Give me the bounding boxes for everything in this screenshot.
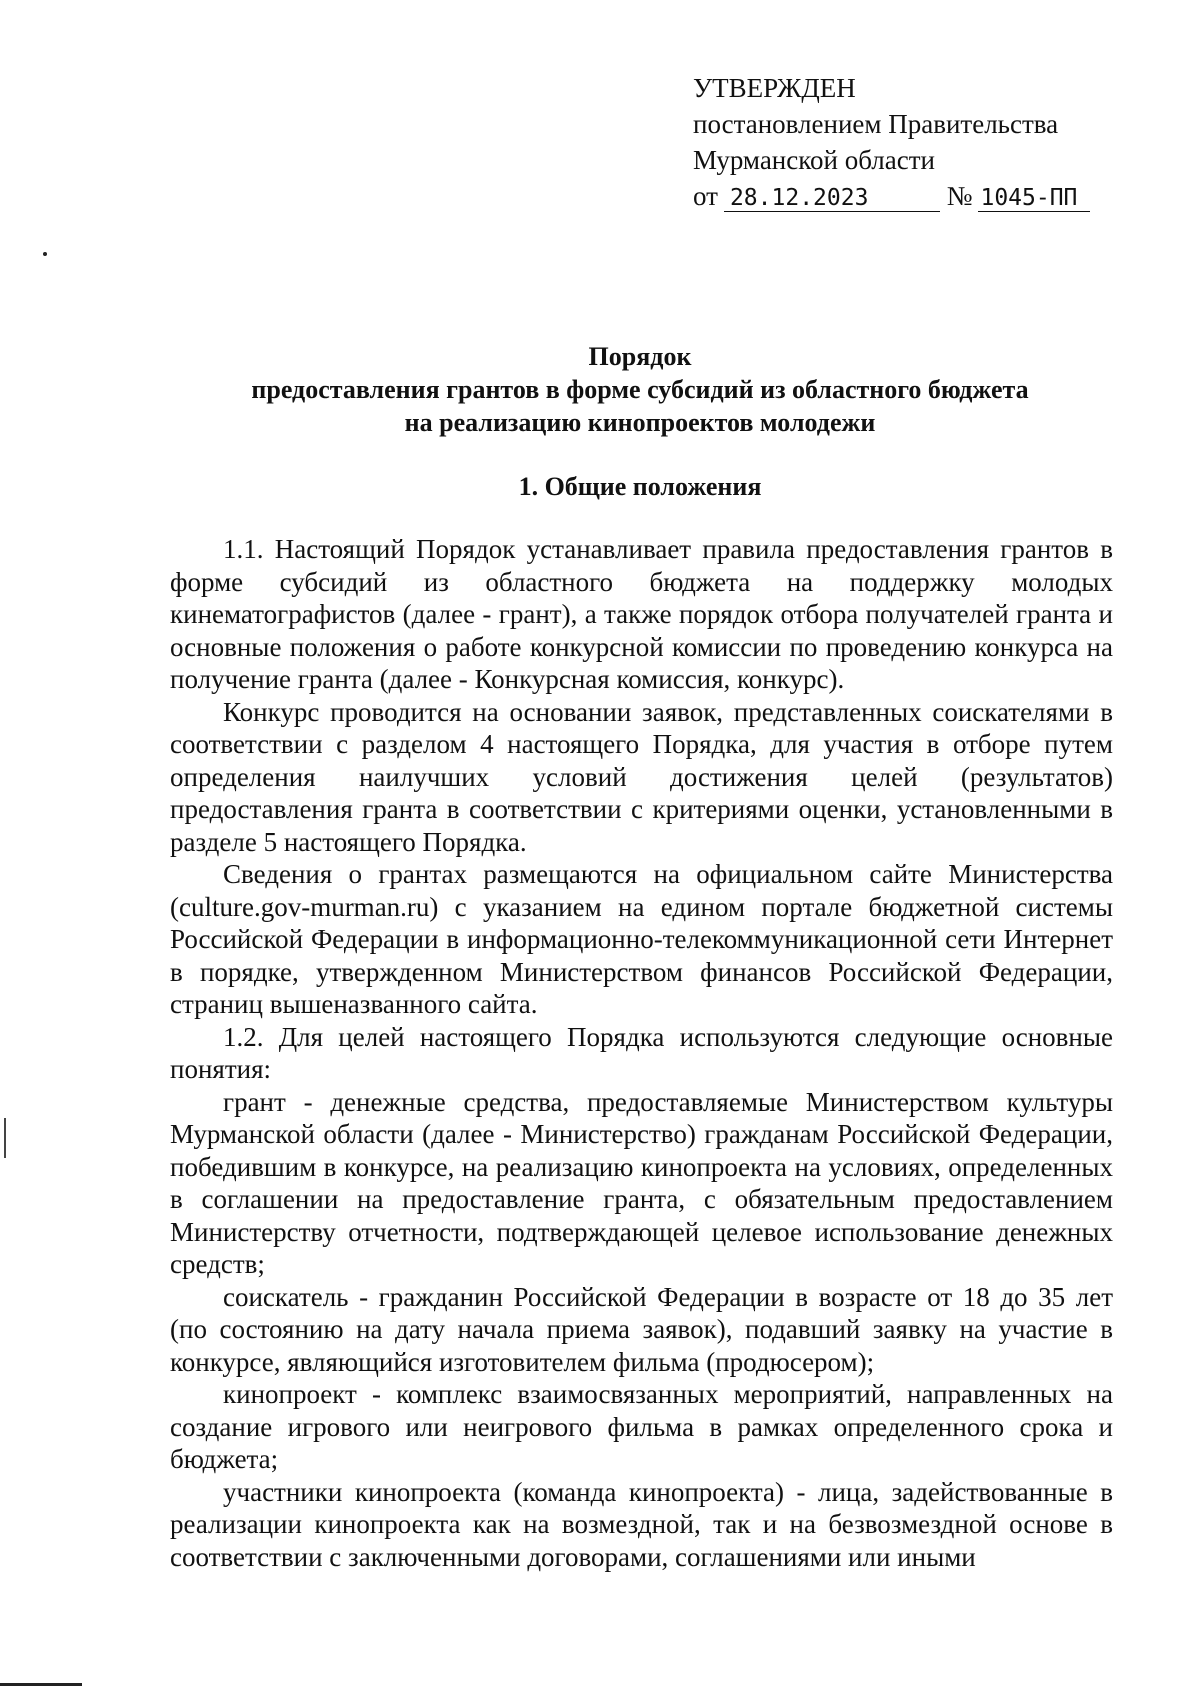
definition-film-project: кинопроект - комплекс взаимосвязанных мероприятий, направленных на создание игрового или неигрового фильма в рамках определенного срока и бюджета; <box>170 1379 1113 1474</box>
approval-status: УТВЕРЖДЕН <box>693 73 856 103</box>
footnote-rule <box>0 1683 82 1686</box>
title-line-1: Порядок <box>588 342 692 371</box>
definition-applicant: соискатель - гражданин Российской Федерации в возрасте от 18 до 35 лет (по состоянию на дату начала приема заявок), подавший заявку на участие в конкурсе, являющийся изготовителем фильма (продюсером); <box>170 1281 1113 1377</box>
section-heading: 1. Общие положения <box>518 472 762 501</box>
paragraph-info: Сведения о грантах размещаются на официальном сайте Министерства (culture.gov-murman.ru) с указанием на едином портале бюджетной системы Российской Федерации в информационно-телекоммуникационной сети Интернет в порядке, утвержденном Министерством финансов Российской Федерации, страниц вышеназванного сайта. <box>170 859 1113 1019</box>
number-prefix: № <box>946 181 973 211</box>
approval-block <box>693 70 1113 214</box>
paragraph-1-2: 1.2. Для целей настоящего Порядка используются следующие основные понятия: <box>170 1021 1113 1084</box>
scan-speck <box>43 252 47 256</box>
document-title <box>150 340 1130 439</box>
paragraph-contest: Конкурс проводится на основании заявок, представленных соискателями в соответствии с разделом 4 настоящего Порядка, для участия в отборе путем определения наилучших условий достижения целей (результатов) предоставления гранта в соответствии с критериями оценки, установленными в разделе 5 настоящего Порядка. <box>170 696 1113 857</box>
date-prefix: от <box>693 181 718 211</box>
title-line-3: на реализацию кинопроектов молодежи <box>404 408 876 437</box>
title-line-2: предоставления грантов в форме субсидий из областного бюджета <box>251 375 1029 404</box>
approval-authority: постановлением Правительства <box>693 109 1059 139</box>
definition-participants: участники кинопроекта (команда кинопроекта) - лица, задействованные в реализации кинопроекта как на возмездной, так и на безвозмездной основе в соответствии с заключенными договорами, соглашениями или иными <box>170 1476 1113 1572</box>
margin-mark <box>4 1118 6 1158</box>
definition-grant: грант - денежные средства, предоставляемые Министерством культуры Мурманской области (далее - Министерство) гражданам Российской Федерации, победившим в конкурсе, на реализацию кинопроекта на условиях, определенных в соглашении на предоставление гранта, с обязательным предоставлением Министерству отчетности, подтверждающей целевое использование денежных средств; <box>170 1086 1113 1279</box>
approval-date-number <box>693 178 1113 214</box>
approval-number: 1045-ПП <box>978 185 1090 212</box>
document-body <box>170 533 1113 1573</box>
paragraph-1-1: 1.1. Настоящий Порядок устанавливает правила предоставления грантов в форме субсидий из областного бюджета на поддержку молодых кинематографистов (далее - грант), а также порядок отбора получателей гранта и основные положения о работе конкурсной комиссии по проведению конкурса на получение гранта (далее - Конкурсная комиссия, конкурс). <box>170 534 1113 694</box>
approval-date: 28.12.2023 <box>724 185 940 212</box>
approval-region: Мурманской области <box>693 145 935 175</box>
